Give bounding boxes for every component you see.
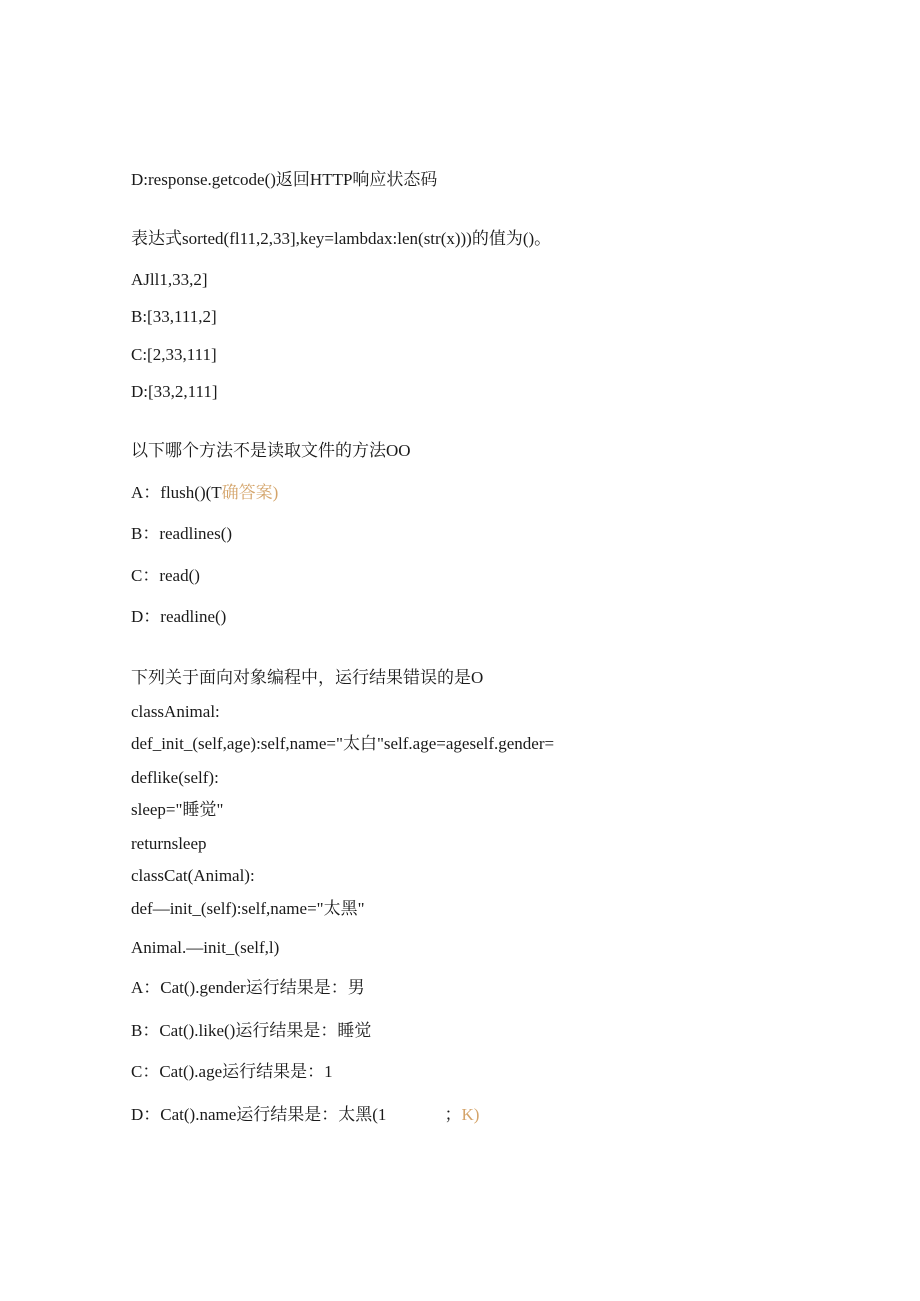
read-option-a	[131, 482, 278, 504]
sorted-question-text: 表达式sorted(fl11,2,33],key=lambdax:len(str(x)))的值为()。	[131, 229, 552, 248]
read-option-a-text: A：flush()(T	[131, 483, 222, 502]
oop-option-a: A：Cat().gender运行结果是：男	[131, 978, 365, 997]
oop-option-d	[131, 1104, 479, 1126]
code-line: classCat(Animal):	[131, 866, 255, 885]
read-option-d: D：readline()	[131, 607, 227, 626]
correct-answer-marker: K)	[461, 1105, 480, 1124]
read-question-text: 以下哪个方法不是读取文件的方法OO	[131, 441, 411, 460]
oop-option-c: C：Cat().age运行结果是：1	[131, 1062, 333, 1081]
oop-question-text: 下列关于面向对象编程中，运行结果错误的是O	[131, 668, 484, 687]
code-line: deflike(self):	[131, 768, 219, 787]
read-option-c: C：read()	[131, 566, 200, 585]
correct-answer-marker: 确答案)	[221, 483, 279, 502]
read-option-b: B：readlines()	[131, 524, 233, 543]
oop-option-d-text: D：Cat().name运行结果是：太黑(1	[131, 1105, 387, 1124]
code-line: def—init_(self):self,name="太黑"	[131, 899, 365, 918]
prev-question-option-d: D:response.getcode()返回HTTP响应状态码	[131, 170, 438, 189]
code-line: returnsleep	[131, 834, 207, 853]
oop-option-d-semicolon: ；	[444, 1105, 462, 1124]
code-line: Animal.—init_(self,l)	[131, 938, 280, 957]
sorted-option-b: B:[33,111,2]	[131, 307, 217, 326]
code-line: classAnimal:	[131, 702, 220, 721]
sorted-option-c: C:[2,33,111]	[131, 345, 217, 364]
sorted-option-d: D:[33,2,111]	[131, 382, 218, 401]
code-line: sleep="睡觉"	[131, 800, 224, 819]
oop-option-b: B：Cat().like()运行结果是：睡觉	[131, 1021, 372, 1040]
sorted-option-a: AJll1,33,2]	[131, 270, 208, 289]
code-line: def_init_(self,age):self,name="太白"self.age=ageself.gender=	[131, 734, 555, 753]
